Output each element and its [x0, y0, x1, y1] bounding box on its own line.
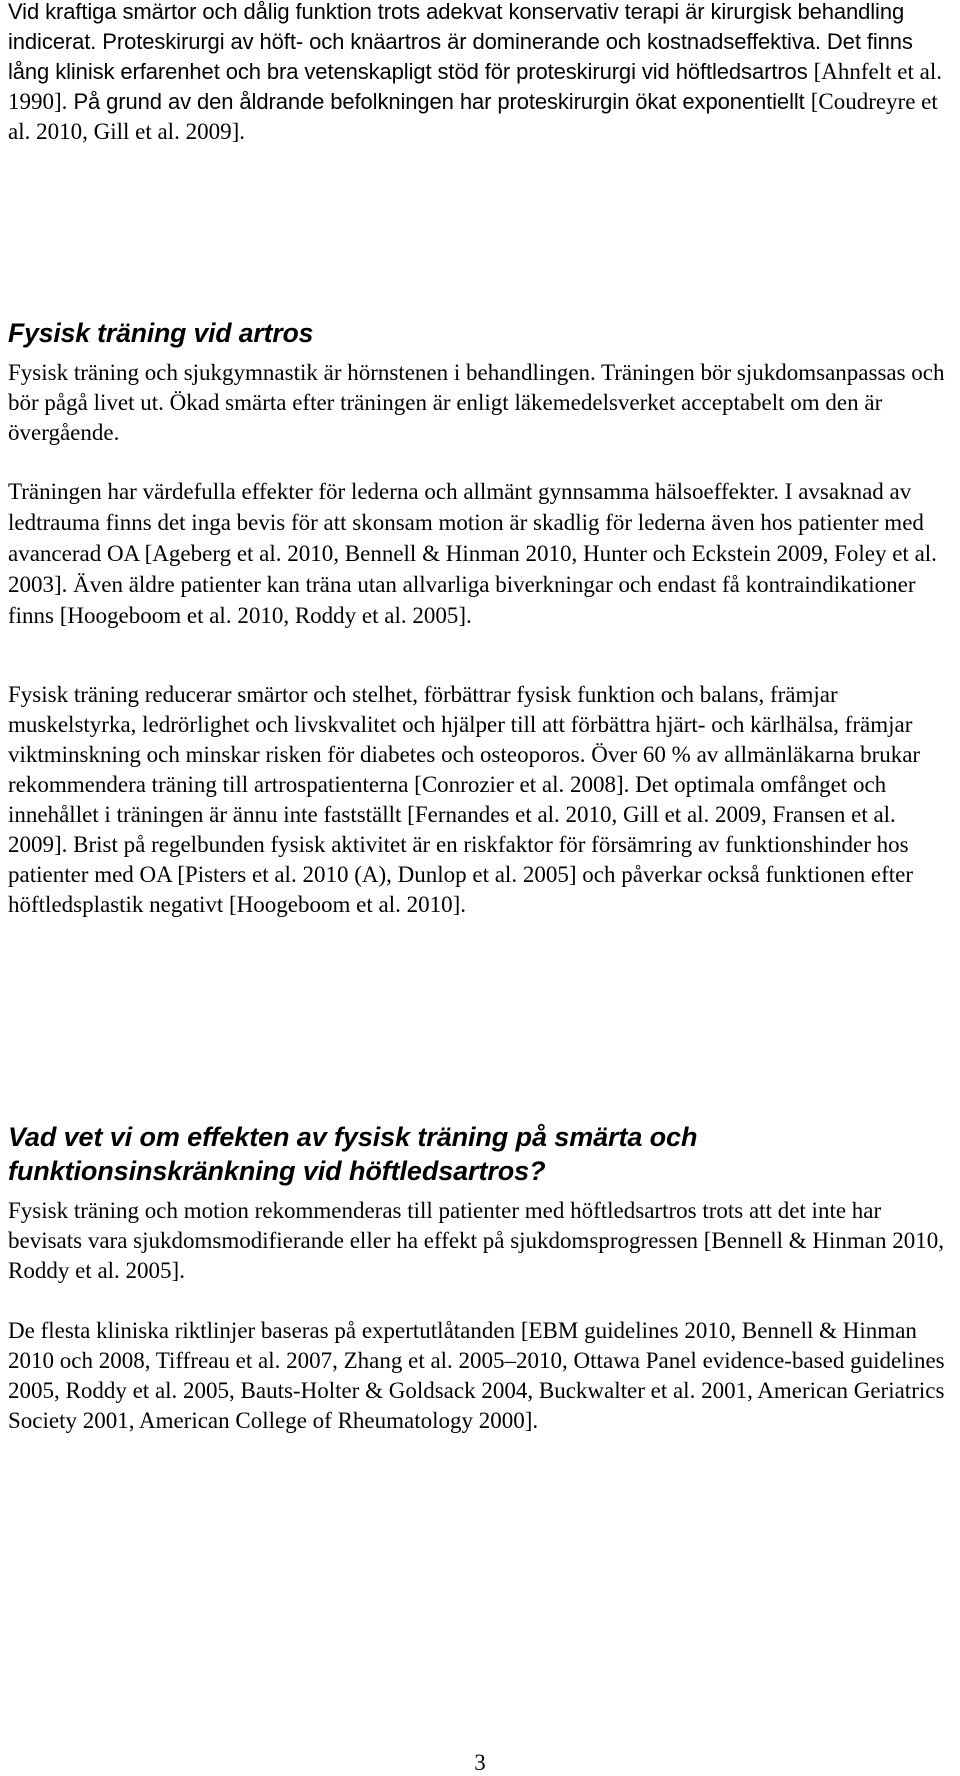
- section2-paragraph-1: Fysisk träning och motion rekommenderas till patienter med höftledsartros trots att det inte har bevisats vara sjukdomsmodifierande eller ha effekt på sjukdomsprogressen [Bennell & Hinman 2010, Roddy et al. 2005].: [8, 1198, 944, 1283]
- section1-paragraph-2: Träningen har värdefulla effekter för lederna och allmänt gynnsamma hälsoeffekter. I avsaknad av ledtrauma finns det inga bevis för att skonsam motion är skadlig för lederna även hos patienter med avancerad OA [Ageberg et al. 2010, Bennell & Hinman 2010, Hunter och Eckstein 2009, Foley et al. 2003]. Även äldre patienter kan träna utan allvarliga biverkningar och endast få kontraindikationer finns [Hoogeboom et al. 2010, Roddy et al. 2005].: [8, 479, 937, 629]
- section1-paragraph-3: Fysisk träning reducerar smärtor och stelhet, förbättrar fysisk funktion och balans, främjar muskelstyrka, ledrörlighet och livskvalitet och hjälper till att förbättra hjärt- och kärlhälsa, främjar viktminskning och minskar risken för diabetes och osteoporos. Över 60 % av allmänläkarna brukar rekommendera träning till artrospatienterna [Conrozier et al. 2008]. Det optimala omfånget och innehållet i träningen är ännu inte fastställt [Fernandes et al. 2010, Gill et al. 2009, Fransen et al. 2009]. Brist på regelbunden fysisk aktivitet är en riskfaktor för försämring av funktionshinder hos patienter med OA [Pisters et al. 2010 (A), Dunlop et al. 2005] och påverkar också funktionen efter höftledsplastik negativt [Hoogeboom et al. 2010].: [8, 682, 921, 917]
- section1-paragraph-1: Fysisk träning och sjukgymnastik är hörnstenen i behandlingen. Träningen bör sjukdomsanpassas och bör pågå livet ut. Ökad smärta efter träningen är enligt läkemedelsverket acceptabelt om den är övergående.: [8, 360, 945, 445]
- section2-paragraph-2: De flesta kliniska riktlinjer baseras på expertutlåtanden [EBM guidelines 2010, Bennell & Hinman 2010 och 2008, Tiffreau et al. 2007, Zhang et al. 2005–2010, Ottawa Panel evidence-based guidelines 2005, Roddy et al. 2005, Bauts-Holter & Goldsack 2004, Buckwalter et al. 2001, American Geriatrics Society 2001, American College of Rheumatology 2000].: [8, 1318, 945, 1433]
- intro-text-3: Det finns lång klinisk erfarenhet och bra vetenskapligt stöd för proteskirurgi vid höftledsartros: [8, 28, 913, 84]
- intro-text-4: På grund av den åldrande befolkningen har proteskirurgin ökat exponentiellt: [73, 88, 805, 114]
- intro-text-2: Proteskirurgi av höft- och knäartros är dominerande och kostnadseffektiva.: [102, 28, 821, 54]
- intro-text-1: Vid kraftiga smärtor och dålig funktion trots adekvat konservativ terapi är kirurgisk behandling indicerat.: [8, 0, 905, 54]
- section-heading-fysisk-traning: Fysisk träning vid artros: [8, 318, 314, 348]
- page-number: 3: [474, 1750, 486, 1775]
- intro-reference-1: [Ahnfelt et al. 1990].: [8, 58, 942, 114]
- intro-paragraph: [8, 0, 958, 147]
- section-heading-effekten: Vad vet vi om effekten av fysisk träning på smärta och funktionsinskränkning vid höftledsartros?: [8, 1122, 698, 1186]
- intro-reference-2: [Coudreyre et al. 2010, Gill et al. 2009].: [8, 88, 938, 144]
